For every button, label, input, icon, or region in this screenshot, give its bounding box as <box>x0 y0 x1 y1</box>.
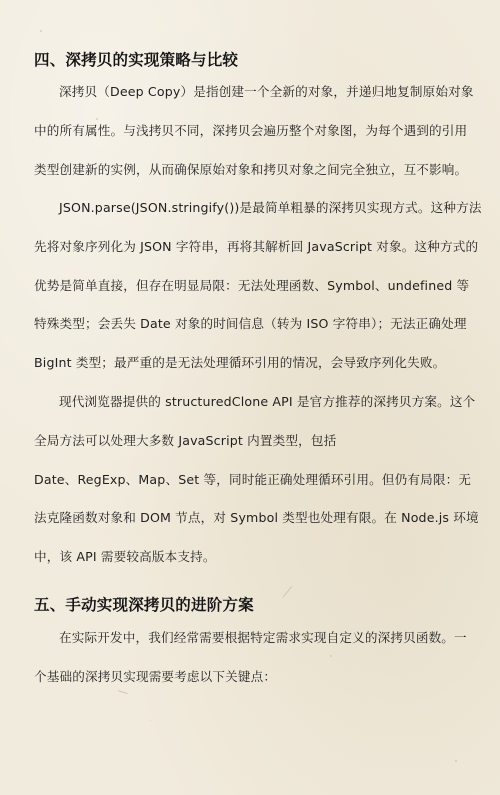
section-4-heading: 四、深拷贝的实现策略与比较 <box>34 51 239 69</box>
section-5-heading: 五、手动实现深拷贝的进阶方案 <box>34 596 254 614</box>
section-4-paragraph-1 <box>34 73 474 189</box>
paragraph-line: 个基础的深拷贝实现需要考虑以下关键点： <box>34 668 277 684</box>
paragraph-line: 先将对象序列化为 JSON 字符串，再将其解析回 JavaScript 对象。这种方式的 <box>34 238 479 254</box>
section-5-paragraph-1 <box>34 619 474 697</box>
paragraph-line: 法克隆函数对象和 DOM 节点，对 Symbol 类型也处理有限。在 Node.js 环境 <box>34 510 479 526</box>
paragraph-line: 中的所有属性。与浅拷贝不同，深拷贝会遍历整个对象图，为每个遇到的引用 <box>34 122 468 138</box>
paragraph-line: 特殊类型；会丢失 Date 对象的时间信息（转为 ISO 字符串）；无法正确处理 <box>34 316 467 332</box>
paragraph-line: 全局方法可以处理大多数 JavaScript 内置类型，包括 <box>34 432 337 448</box>
paragraph-line: 优势是简单直接，但存在明显局限：无法处理函数、Symbol、undefined 等 <box>34 277 470 293</box>
paragraph-line: JSON.parse(JSON.stringify())是最简单粗暴的深拷贝实现方式。这种方法 <box>59 200 482 215</box>
paragraph-line: Date、RegExp、Map、Set 等，同时能正确处理循环引用。但仍有局限：无 <box>34 471 472 487</box>
section-4-paragraph-3 <box>34 383 479 577</box>
paper-fiber <box>283 586 292 598</box>
paper-speck <box>150 720 151 721</box>
paragraph-line: 在实际开发中，我们经常需要根据特定需求实现自定义的深拷贝函数。一 <box>59 630 467 645</box>
paragraph-line: BigInt 类型；最严重的是无法处理循环引用的情况，会导致序列化失败。 <box>34 355 446 371</box>
paper-speck <box>40 30 42 32</box>
section-4-paragraph-2 <box>34 189 482 383</box>
paper-speck <box>455 760 457 762</box>
paragraph-line: 深拷贝（Deep Copy）是指创建一个全新的对象，并递归地复制原始对象 <box>59 84 474 99</box>
paragraph-line: 现代浏览器提供的 structuredClone API 是官方推荐的深拷贝方案。这个 <box>59 394 476 409</box>
paragraph-line: 类型创建新的实例，从而确保原始对象和拷贝对象之间完全独立，互不影响。 <box>34 161 468 177</box>
paragraph-line: 中，该 API 需要较高版本支持。 <box>34 549 216 565</box>
